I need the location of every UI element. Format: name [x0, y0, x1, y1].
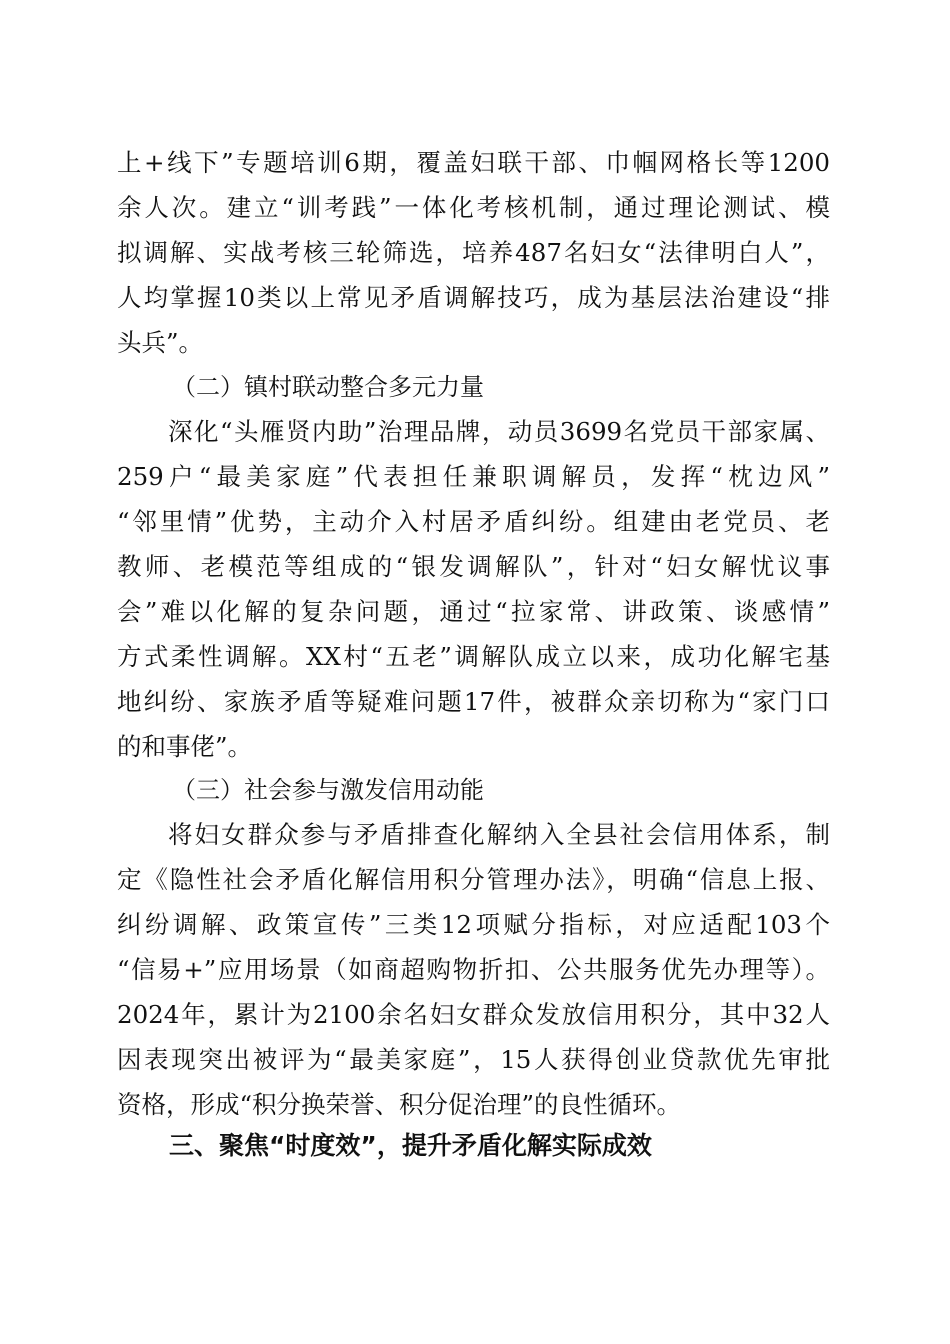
paragraph-line: “信易+”应用场景（如商超购物折扣、公共服务优先办理等）。 [117, 955, 830, 984]
paragraph-line: 因表现突出被评为“最美家庭”，15人获得创业贷款优先审批 [117, 1045, 830, 1074]
paragraph-line: 定《隐性社会矛盾化解信用积分管理办法》，明确“信息上报、 [117, 865, 830, 894]
paragraph-line: 头兵”。 [117, 328, 204, 357]
paragraph-line: 教师、老模范等组成的“银发调解队”，针对“妇女解忧议事 [117, 552, 830, 581]
paragraph-line: 方式柔性调解。XX村“五老”调解队成立以来，成功化解宅基 [117, 642, 830, 671]
paragraph-line: 人均掌握10类以上常见矛盾调解技巧，成为基层法治建设“排 [117, 283, 830, 312]
paragraph-line: 上+线下”专题培训6期，覆盖妇联干部、巾帼网格长等1200 [117, 148, 830, 177]
paragraph-line: 2024年，累计为2100余名妇女群众发放信用积分，其中32人 [117, 1000, 830, 1029]
paragraph-line: 的和事佬”。 [117, 732, 253, 761]
paragraph-line: 纠纷调解、政策宣传”三类12项赋分指标，对应适配103个 [117, 910, 830, 939]
paragraph-line: 拟调解、实战考核三轮筛选，培养487名妇女“法律明白人”， [117, 238, 830, 267]
paragraph-line: 259户“最美家庭”代表担任兼职调解员，发挥“枕边风” [117, 462, 830, 491]
paragraph-line: 余人次。建立“训考践”一体化考核机制，通过理论测试、模 [117, 193, 830, 222]
paragraph-line: “邻里情”优势，主动介入村居矛盾纠纷。组建由老党员、老 [117, 507, 830, 536]
paragraph-line: 深化“头雁贤内助”治理品牌，动员3699名党员干部家属、 [168, 417, 830, 446]
subsection-heading: （三）社会参与激发信用动能 [172, 776, 484, 804]
paragraph-line: 资格，形成“积分换荣誉、积分促治理”的良性循环。 [117, 1090, 682, 1119]
paragraph-line: 会”难以化解的复杂问题，通过“拉家常、讲政策、谈感情” [117, 597, 830, 626]
paragraph-line: 地纠纷、家族矛盾等疑难问题17件，被群众亲切称为“家门口 [117, 687, 830, 716]
paragraph-line: 将妇女群众参与矛盾排查化解纳入全县社会信用体系，制 [168, 820, 830, 849]
subsection-heading: （二）镇村联动整合多元力量 [172, 373, 484, 401]
section-heading: 三、聚焦“时度效”，提升矛盾化解实际成效 [169, 1131, 652, 1160]
